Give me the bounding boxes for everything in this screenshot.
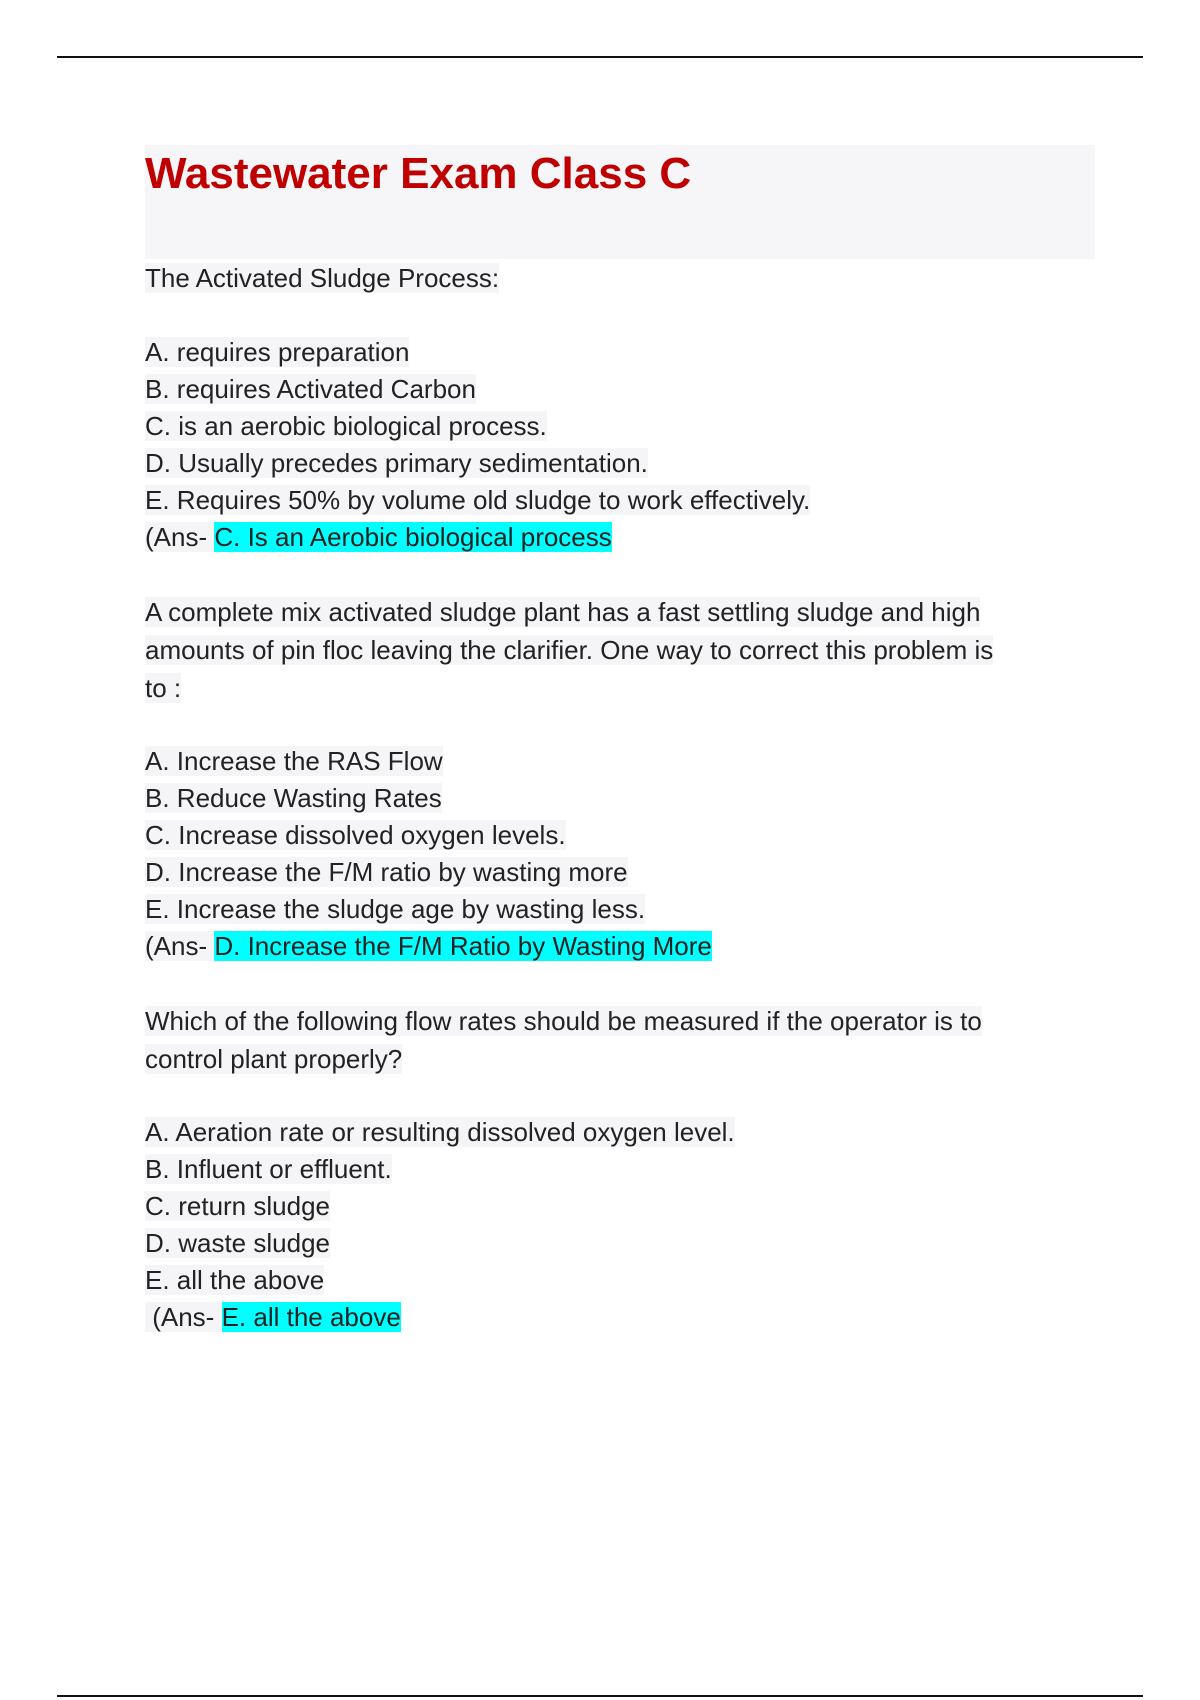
question-1 <box>145 259 1095 556</box>
document-title: Wastewater Exam Class C <box>145 149 692 198</box>
question-prompt-line: Which of the following flow rates should be measured if the operator is to <box>145 1006 982 1036</box>
question-prompt-line: A complete mix activated sludge plant has a fast settling sludge and high <box>145 597 981 627</box>
option-a: A. requires preparation <box>145 337 410 367</box>
bottom-rule <box>57 1695 1143 1697</box>
option-c: C. return sludge <box>145 1191 330 1221</box>
option-e: E. Increase the sludge age by wasting less. <box>145 894 646 924</box>
option-d: D. waste sludge <box>145 1228 330 1258</box>
answer-prefix: (Ans- <box>145 931 215 961</box>
answer-highlight: D. Increase the F/M Ratio by Wasting More <box>214 931 712 961</box>
top-rule <box>57 56 1143 58</box>
question-prompt <box>145 1002 1095 1078</box>
document-body <box>145 145 1095 1336</box>
option-a: A. Increase the RAS Flow <box>145 746 443 776</box>
question-prompt-line: to : <box>145 673 182 703</box>
answer-highlight: C. Is an Aerobic biological process <box>214 522 612 552</box>
answer-line <box>145 519 1095 556</box>
question-2 <box>145 593 1095 965</box>
option-c: C. Increase dissolved oxygen levels. <box>145 820 566 850</box>
question-prompt-line: The Activated Sludge Process: <box>145 263 500 293</box>
option-e: E. Requires 50% by volume old sludge to work effectively. <box>145 485 811 515</box>
question-prompt-line: amounts of pin floc leaving the clarifier. One way to correct this problem is <box>145 635 994 665</box>
question-3 <box>145 1002 1095 1336</box>
option-d: D. Increase the F/M ratio by wasting more <box>145 857 628 887</box>
question-prompt <box>145 259 1095 297</box>
title-block <box>145 145 1095 259</box>
question-prompt-line: control plant properly? <box>145 1044 403 1074</box>
option-c: C. is an aerobic biological process. <box>145 411 547 441</box>
option-d: D. Usually precedes primary sedimentation. <box>145 448 648 478</box>
option-b: B. requires Activated Carbon <box>145 374 476 404</box>
answer-prefix: (Ans- <box>145 522 215 552</box>
answer-line <box>145 1299 1095 1336</box>
option-b: B. Influent or effluent. <box>145 1154 392 1184</box>
option-e: E. all the above <box>145 1265 325 1295</box>
option-a: A. Aeration rate or resulting dissolved oxygen level. <box>145 1117 735 1147</box>
answer-prefix: (Ans- <box>145 1302 222 1332</box>
answer-highlight: E. all the above <box>221 1302 401 1332</box>
answer-line <box>145 928 1095 965</box>
question-prompt <box>145 593 1095 707</box>
option-b: B. Reduce Wasting Rates <box>145 783 442 813</box>
